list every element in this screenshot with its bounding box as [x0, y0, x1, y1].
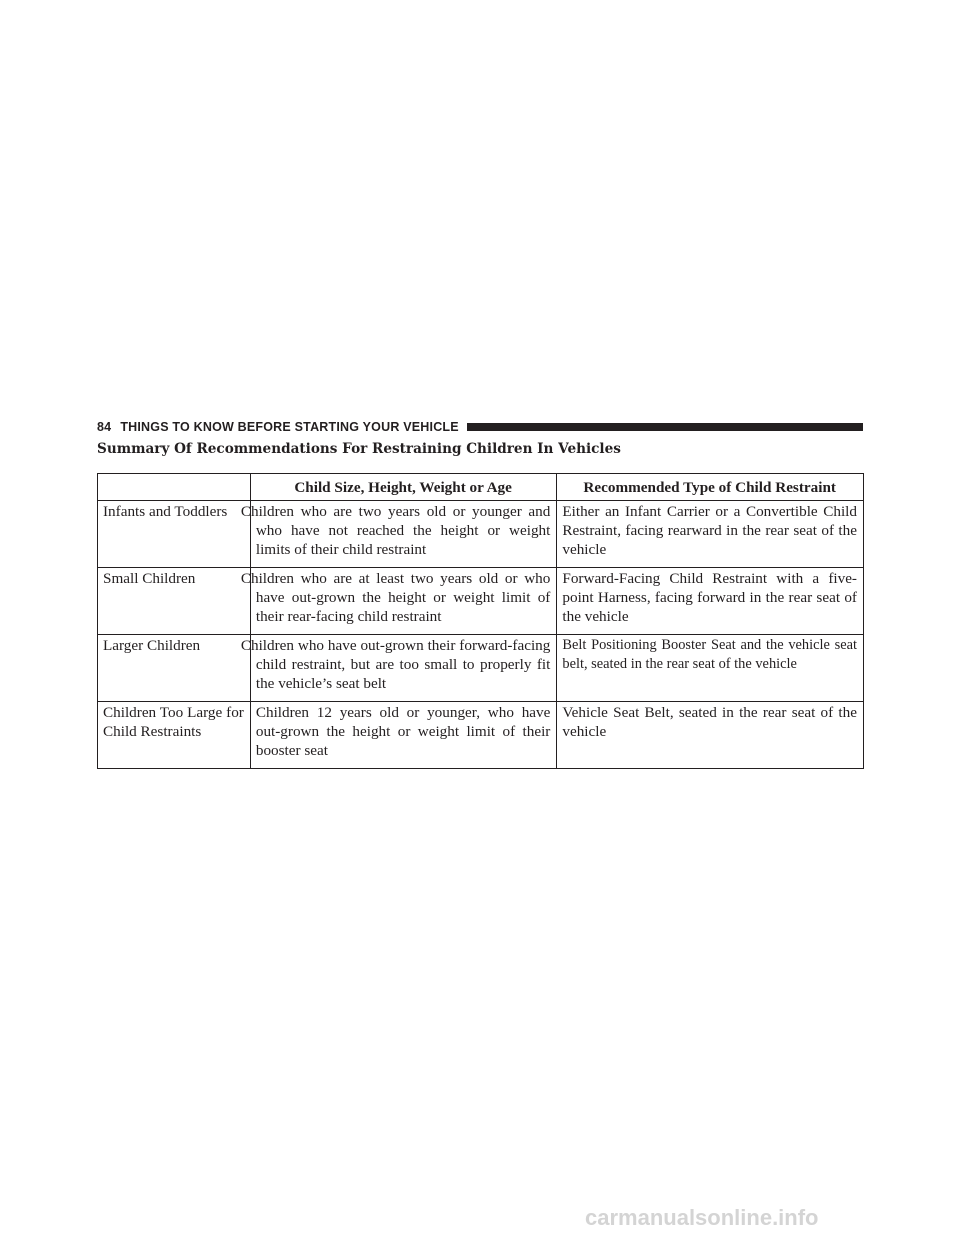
row-category: Small Children [98, 568, 251, 635]
running-header-title: THINGS TO KNOW BEFORE STARTING YOUR VEHICLE [120, 419, 459, 434]
column-header-restraint: Recommended Type of Child Restraint [557, 474, 864, 501]
row-size: Children who have out-grown their forward-facing child restraint, but are too small to properly fit the vehicle’s seat belt [250, 635, 557, 702]
row-size: Children who are at least two years old or who have out-grown the height or weight limit of their rear-facing child restraint [250, 568, 557, 635]
row-category: Infants and Toddlers [98, 501, 251, 568]
row-restraint: Belt Positioning Booster Seat and the vehicle seat belt, seated in the rear seat of the vehicle [557, 635, 864, 702]
header-rule [467, 423, 863, 431]
row-size: Children who are two years old or younger and who have not reached the height or weight limits of their child restraint [250, 501, 557, 568]
table-row [98, 635, 864, 702]
section-title: Summary Of Recommendations For Restraining Children In Vehicles [97, 441, 621, 457]
table-row [98, 568, 864, 635]
column-header-category [98, 474, 251, 501]
page-header [97, 419, 863, 434]
recommendations-table [97, 473, 864, 769]
column-header-size: Child Size, Height, Weight or Age [250, 474, 557, 501]
row-size: Children 12 years old or younger, who have out-grown the height or weight limit of their booster seat [250, 702, 557, 769]
watermark: carmanualsonline.info [585, 1205, 819, 1230]
page-number: 84 [97, 419, 112, 434]
row-restraint: Either an Infant Carrier or a Convertible Child Restraint, facing rearward in the rear seat of the vehicle [557, 501, 864, 568]
row-restraint: Vehicle Seat Belt, seated in the rear seat of the vehicle [557, 702, 864, 769]
table-row [98, 501, 864, 568]
row-category: Children Too Large for Child Restraints [98, 702, 251, 769]
table-row [98, 702, 864, 769]
row-category: Larger Children [98, 635, 251, 702]
table-header-row [98, 474, 864, 501]
row-restraint: Forward-Facing Child Restraint with a five-point Harness, facing forward in the rear seat of the vehicle [557, 568, 864, 635]
